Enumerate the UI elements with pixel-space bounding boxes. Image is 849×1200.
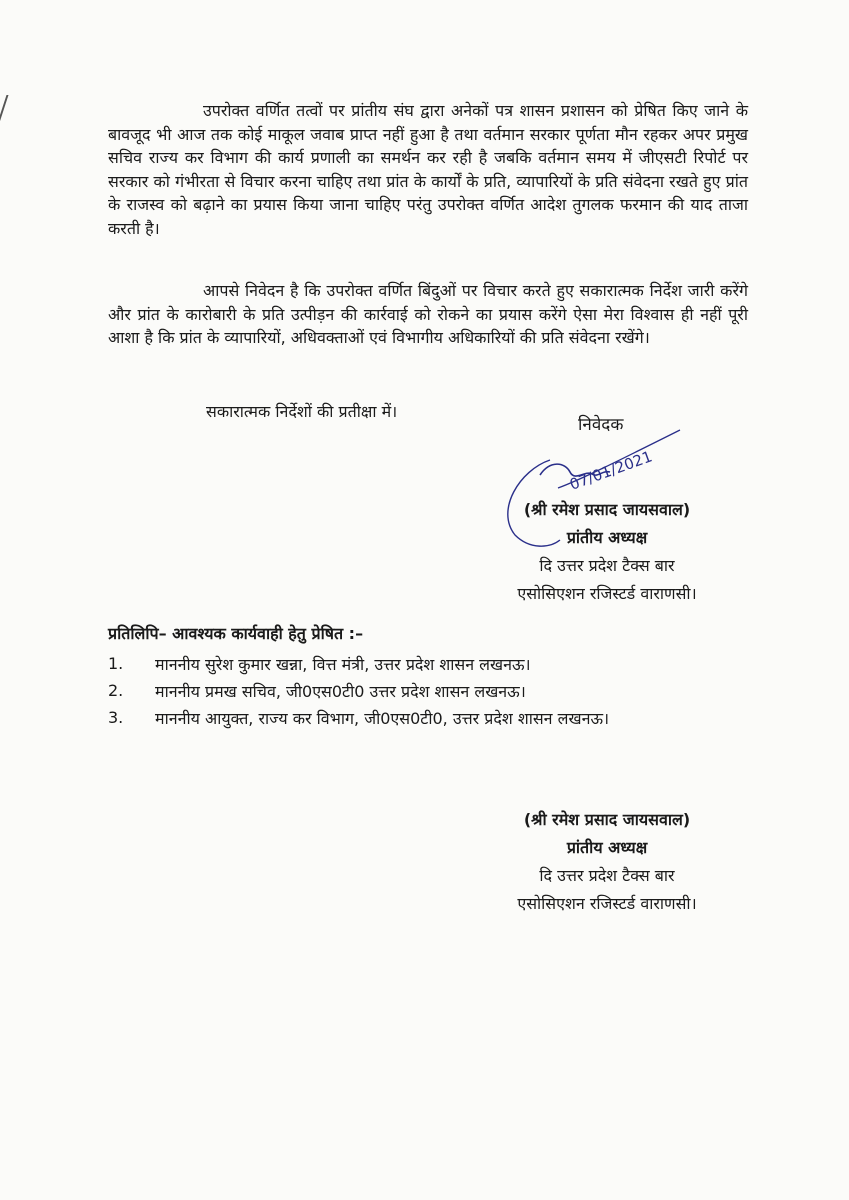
signatory-org-line1: दि उत्तर प्रदेश टैक्स बार (539, 866, 675, 885)
copy-list (108, 650, 748, 731)
body-paragraph-2 (108, 279, 748, 350)
page-edge-mark (0, 95, 22, 135)
signatory-org-line1: दि उत्तर प्रदेश टैक्स बार (539, 556, 675, 575)
signatory-org-line2: एसोसिएशन रजिस्टर्ड वाराणसी। (517, 894, 697, 913)
list-item-number: 3. (108, 708, 124, 727)
signatory-org-line2: एसोसिएशन रजिस्टर्ड वाराणसी। (517, 584, 697, 603)
list-item-text: माननीय आयुक्त, राज्य कर विभाग, जी0एस0टी0, उत्तर प्रदेश शासन लखनऊ। (155, 708, 610, 728)
list-item-text: माननीय सुरेश कुमार खन्ना, वित्त मंत्री, उत्तर प्रदेश शासन लखनऊ। (155, 654, 531, 674)
copy-heading: प्रतिलिपि– आवश्यक कार्यवाही हेतु प्रेषित :– (108, 624, 364, 643)
closing-line: सकारात्मक निर्देशों की प्रतीक्षा में। (206, 402, 398, 421)
signature-block-top (482, 496, 732, 608)
body-paragraph-1 (108, 99, 748, 241)
list-item (108, 677, 748, 704)
signatory-name: (श्री रमेश प्रसाद जायसवाल) (523, 500, 691, 519)
list-item (108, 650, 748, 677)
signature-block-bottom (482, 806, 732, 918)
signatory-title: प्रांतीय अध्यक्ष (566, 528, 648, 547)
signatory-name: (श्री रमेश प्रसाद जायसवाल) (523, 810, 691, 829)
list-item-text: माननीय प्रमख सचिव, जी0एस0टी0 उत्तर प्रदेश शासन लखनऊ। (155, 681, 526, 701)
list-item-number: 1. (108, 654, 124, 673)
list-item (108, 704, 748, 731)
signatory-title: प्रांतीय अध्यक्ष (566, 838, 648, 857)
body-paragraph-1-text: उपरोक्त वर्णित तत्वों पर प्रांतीय संघ द्वारा अनेकों पत्र शासन प्रशासन को प्रेषित किए जाने के बावजूद भी आज तक कोई माकूल जवाब प्राप्त नहीं हुआ है तथा वर्तमान सरकार पूर्णता मौन रहकर अपर प्रमुख सचिव राज्य कर विभाग की कार्य प्रणाली का समर्थन कर रही है जबकि वर्तमान समय में जीएसटी रिपोर्ट पर सरकार को गंभीरता से विचार करना चाहिए तथा प्रांत के कार्यों के प्रति, व्यापारियों के प्रति संवेदना रखते हुए प्रांत के राजस्व को बढ़ाने का प्रयास किया जाना चाहिए परंतु उपरोक्त वर्णित आदेश तुगलक फरमान की याद ताजा करती है। (108, 101, 748, 238)
body-paragraph-2-text: आपसे निवेदन है कि उपरोक्त वर्णित बिंदुओं पर विचार करते हुए सकारात्मक निर्देश जारी करेंगे और प्रांत के कारोबारी के प्रति उत्पीड़न की कार्रवाई को रोकने का प्रयास करेंगे ऐसा मेरा विश्वास ही नहीं पूरी आशा है कि प्रांत के व्यापारियों, अधिवक्ताओं एवं विभागीय अधिकारियों की प्रति संवेदना रखेंगे। (108, 281, 748, 348)
signature-date: 07/01/2021 (567, 447, 655, 494)
nivedak-label: निवेदक (578, 415, 624, 435)
list-item-number: 2. (108, 681, 124, 700)
